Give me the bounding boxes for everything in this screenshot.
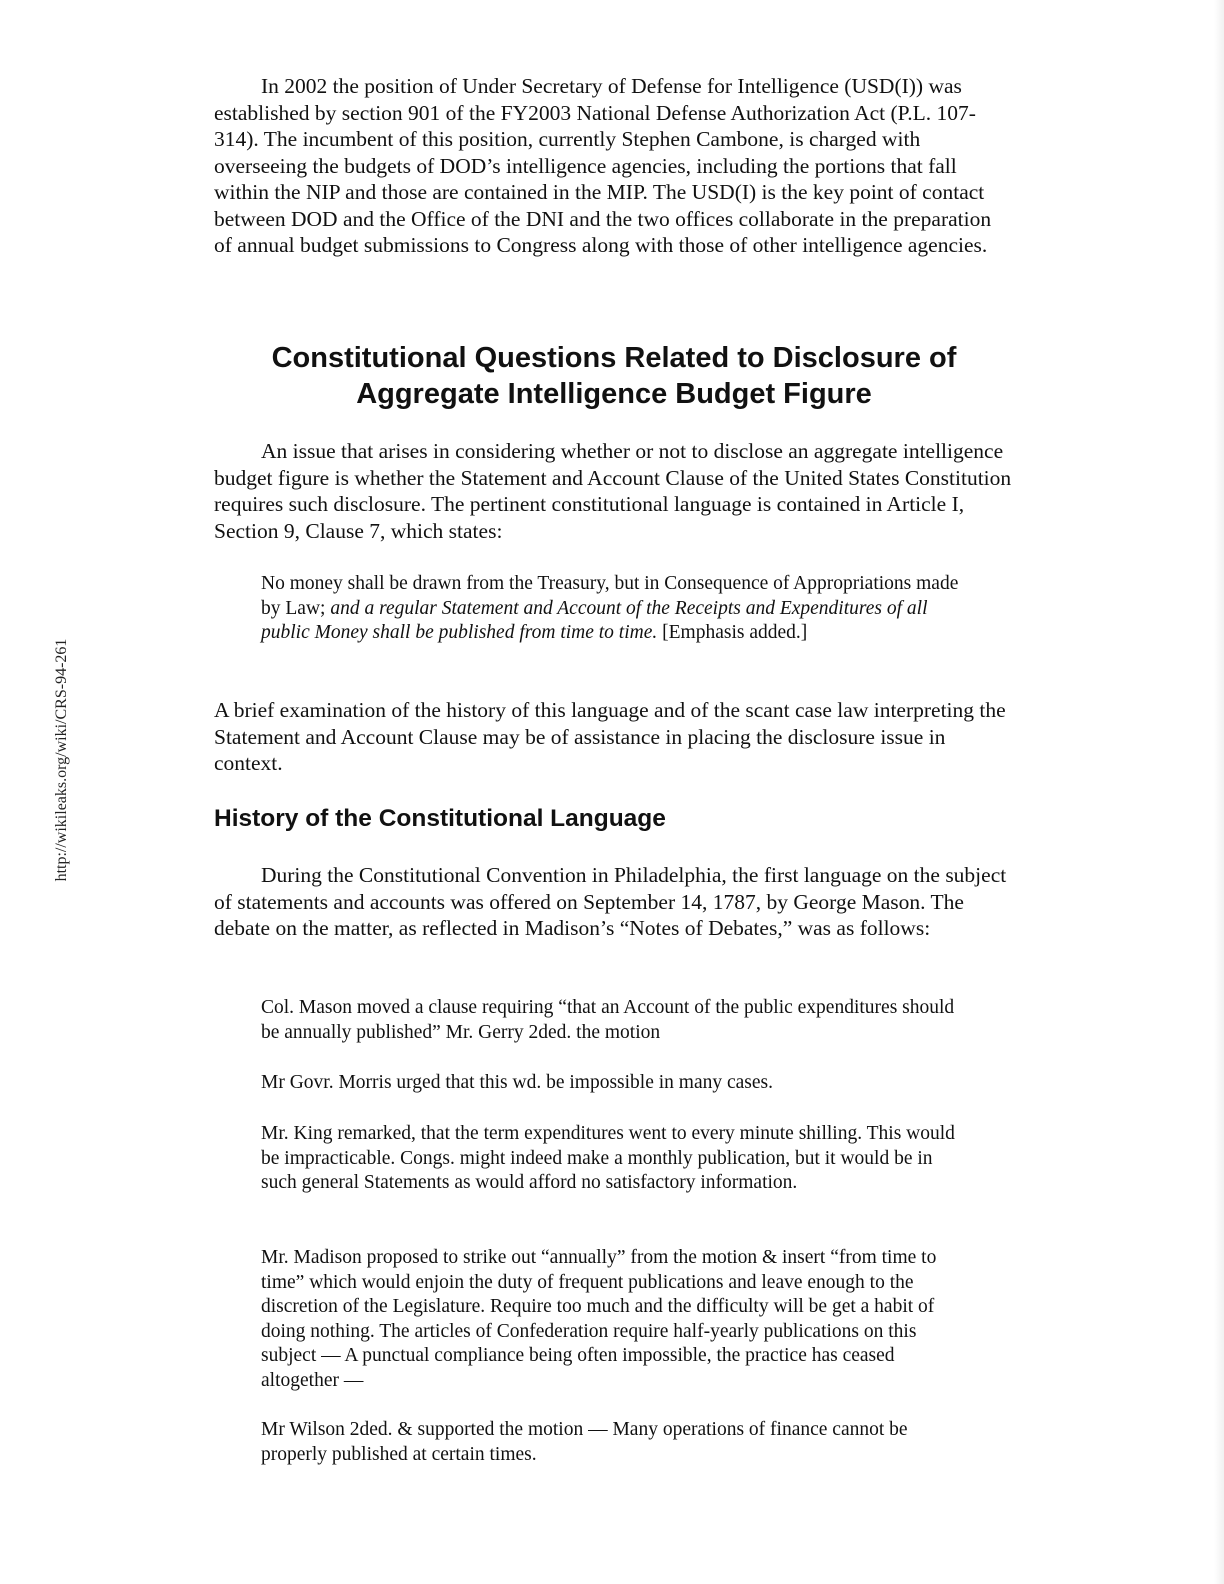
quote-emphasis-note: [Emphasis added.] (662, 622, 808, 643)
paragraph-examination: A brief examination of the history of this language and of the scant case law interpreting the Statement and Account Clause may be of assistance in placing the disclosure issue in context. (214, 698, 1006, 775)
debate-quote-king: Mr. King remarked, that the term expenditures went to every minute shilling. This would be impracticable. Congs. might indeed make a monthly publication, but it would be in such general Statements as would afford no satisfactory information. (261, 1123, 955, 1193)
debate-quote-wilson-block (214, 1418, 1014, 1467)
source-url: http://wikileaks.org/wiki/CRS-94-261 (53, 638, 70, 882)
statement-clause-paragraph-block (214, 438, 1014, 544)
section-heading-line1: Constitutional Questions Related to Disclosure of (271, 342, 957, 374)
source-url-sidebar (50, 600, 74, 920)
debate-quote-madison-block (214, 1246, 1014, 1393)
debate-quote-mason: Col. Mason moved a clause requiring “that an Account of the public expenditures should be annually published” Mr. Gerry 2ded. the motion (261, 997, 955, 1043)
quote-emphasis: and a regular Statement and Account of the Receipts and Expenditures of all public Money shall be published from time to time. (261, 597, 928, 643)
debate-quote-king-block (214, 1122, 1014, 1196)
constitution-quote (214, 572, 1014, 646)
paragraph-convention: During the Constitutional Convention in Philadelphia, the first language on the subject of statements and accounts was offered on September 14, 1787, by George Mason. The debate on the matter, as reflected in Madison’s “Notes of Debates,” was as follows: (214, 863, 1007, 940)
paragraph-statement-clause: An issue that arises in considering whether or not to disclose an aggregate intelligence budget figure is whether the Statement and Account Clause of the United States Constitution requires such disclosure. The pertinent constitutional language is contained in Article I, Section 9, Clause 7, which states: (214, 439, 1012, 543)
debate-quote-wilson: Mr Wilson 2ded. & supported the motion — Many operations of finance cannot be properly published at certain times. (261, 1419, 908, 1465)
section-heading (214, 340, 1014, 412)
debate-quote-morris-block (214, 1071, 1014, 1096)
page-edge (1214, 0, 1224, 1584)
constitution-quote-block (214, 572, 1014, 646)
convention-paragraph-block (214, 862, 1014, 942)
debate-quote-mason-block (214, 996, 1014, 1045)
subsection-heading: History of the Constitutional Language (214, 805, 666, 832)
paragraph-usd-intelligence: In 2002 the position of Under Secretary of Defense for Intelligence (USD(I)) was established by section 901 of the FY2003 National Defense Authorization Act (P.L. 107-314). The incumbent of this position, currently Stephen Cambone, is charged with overseeing the budgets of DOD’s intelligence agencies, including the portions that fall within the NIP and those are contained in the MIP. The USD(I) is the key point of contact between DOD and the Office of the DNI and the two offices collaborate in the preparation of annual budget submissions to Congress along with those of other intelligence agencies. (214, 74, 992, 257)
quote-plain-start: No money shall be drawn from the Treasury, but in Consequence of Appropriations made by Law; (261, 573, 959, 619)
debate-quote-morris: Mr Govr. Morris urged that this wd. be impossible in many cases. (261, 1072, 773, 1093)
examination-paragraph-block (214, 697, 1014, 777)
subheading-block (214, 804, 1014, 834)
section-heading-line2: Aggregate Intelligence Budget Figure (356, 378, 872, 410)
debate-quote-madison: Mr. Madison proposed to strike out “annually” from the motion & insert “from time to time” which would enjoin the duty of frequent publications and leave enough to the discretion of the Legislature. Require too much and the difficulty will be get a habit of doing nothing. The articles of Confederation require half-yearly publications on this subject — A punctual compliance being often impossible, the practice has ceased altogether — (261, 1247, 937, 1391)
section-heading-block (214, 340, 1014, 412)
usd-intelligence-paragraph-block (214, 73, 1014, 259)
